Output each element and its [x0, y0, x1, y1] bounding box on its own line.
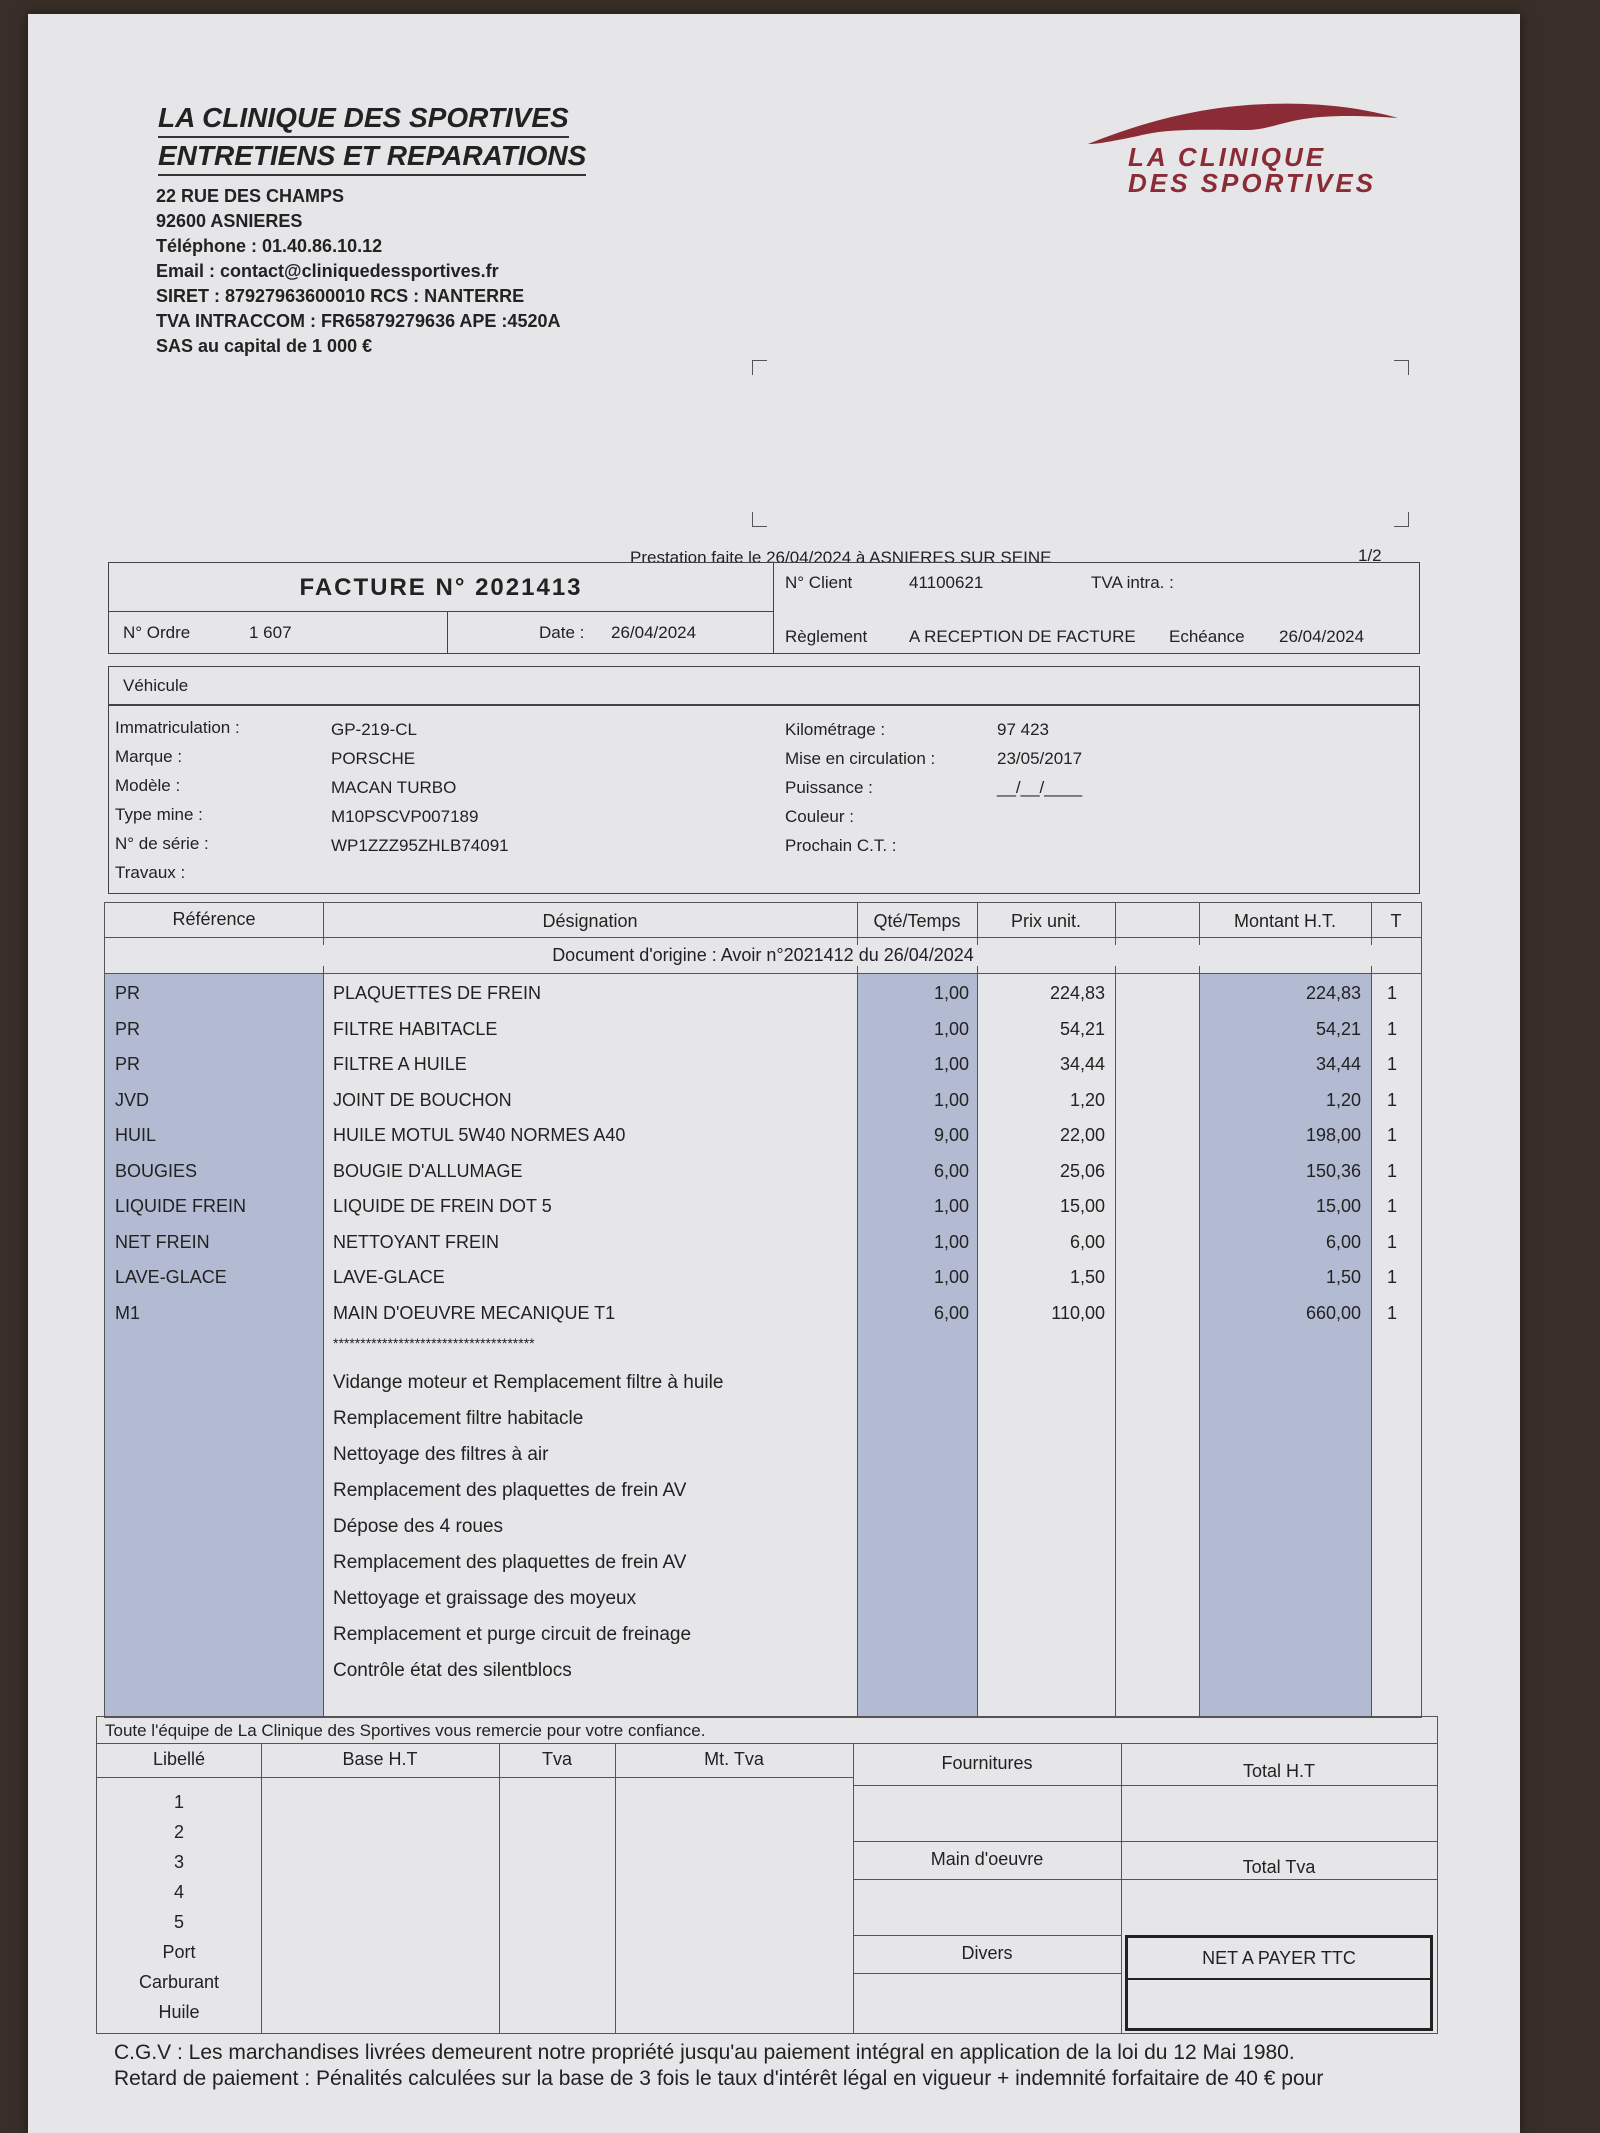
divider: [853, 1743, 854, 2033]
origin-document: Document d'origine : Avoir n°2021412 du 26/04/2024: [105, 945, 1421, 966]
row-amount: 1,50: [1325, 1267, 1361, 1287]
row-designation: FILTRE A HUILE: [333, 1054, 467, 1074]
marque-label: Marque :: [115, 747, 183, 766]
divider: [105, 973, 1421, 974]
libelle-item: Port: [162, 1942, 196, 1962]
items-table: [104, 902, 1422, 1718]
libelle-item: Carburant: [138, 1972, 220, 1992]
col-header-ref: Référence: [172, 909, 256, 929]
row-ref: BOUGIES: [115, 1160, 198, 1181]
row-designation: FILTRE HABITACLE: [333, 1018, 498, 1039]
row-amount: 34,44: [1315, 1054, 1361, 1074]
vehicle-right-values: [997, 715, 1082, 802]
row-ref: NET FREIN: [115, 1231, 210, 1252]
company-email: Email : contact@cliniquedessportives.fr: [156, 261, 499, 281]
row-price: 110,00: [1051, 1302, 1105, 1323]
type-mine-label: Type mine :: [115, 805, 203, 824]
row-ref: HUIL: [115, 1125, 157, 1145]
table-row: [105, 1224, 1421, 1260]
type-mine-value: M10PSCVP007189: [331, 807, 479, 826]
row-designation: JOINT DE BOUCHON: [333, 1089, 512, 1110]
vehicle-details: [108, 704, 1420, 894]
row-qty: 1,00: [933, 1267, 969, 1287]
row-ref: LAVE-GLACE: [115, 1267, 227, 1287]
row-t: 1: [1387, 1018, 1398, 1039]
row-t: 1: [1387, 1160, 1398, 1181]
prochain-ct-label: Prochain C.T. :: [785, 836, 897, 855]
row-amount: 6,00: [1325, 1231, 1361, 1252]
prestation-line: Prestation faite le 26/04/2024 à ASNIERES SUR SEINE: [630, 548, 1052, 567]
ordre-label: N° Ordre: [123, 623, 191, 642]
row-price: 22,00: [1059, 1125, 1105, 1145]
libelle-item: Huile: [158, 2002, 200, 2022]
mise-circulation-value: 23/05/2017: [997, 749, 1083, 768]
work-notes: [333, 1365, 723, 1689]
puissance-label: Puissance :: [785, 778, 873, 797]
reglement-value: A RECEPTION DE FACTURE: [909, 627, 1136, 646]
row-qty: 1,00: [933, 1196, 969, 1216]
note-line: Nettoyage et graissage des moyeux: [333, 1588, 637, 1609]
divider: [853, 1935, 1121, 1936]
net-a-payer-box: [1125, 1935, 1433, 2031]
row-t: 1: [1387, 1125, 1398, 1145]
row-amount: 54,21: [1315, 1018, 1361, 1039]
divider: [853, 1973, 1121, 1974]
company-name-line2: ENTRETIENS ET REPARATIONS: [158, 138, 586, 176]
row-amount: 224,83: [1305, 983, 1361, 1003]
row-qty: 9,00: [933, 1125, 969, 1145]
header-mt-tva: Mt. Tva: [704, 1749, 764, 1769]
cgv-line-1: C.G.V : Les marchandises livrées demeurent notre propriété jusqu'au paiement intégral en application de la loi du 12 Mai 1980.: [114, 2041, 1295, 2064]
divider: [447, 611, 449, 653]
divider: [615, 1743, 616, 2033]
marque-value: PORSCHE: [331, 749, 416, 768]
row-amount: 15,00: [1315, 1196, 1361, 1216]
immat-value: GP-219-CL: [331, 720, 417, 739]
row-price: 6,00: [1069, 1231, 1105, 1252]
ordre-number: 1 607: [249, 623, 292, 642]
divers-label: Divers: [961, 1943, 1013, 1963]
table-row: [105, 1259, 1421, 1295]
row-price: 15,00: [1059, 1196, 1105, 1216]
km-label: Kilométrage :: [785, 720, 886, 739]
company-address: 22 RUE DES CHAMPS: [156, 186, 345, 206]
row-t: 1: [1387, 1267, 1398, 1287]
row-designation: LIQUIDE DE FREIN DOT 5: [333, 1196, 552, 1216]
row-ref: PR: [115, 983, 141, 1003]
libelle-item: 2: [173, 1822, 184, 1842]
note-line: Remplacement et purge circuit de freinage: [333, 1624, 692, 1645]
prochain-ct-value: __/__/____: [997, 778, 1083, 797]
vehicle-left-values: [331, 715, 509, 860]
immat-label: Immatriculation :: [115, 718, 240, 737]
row-ref: PR: [115, 1054, 141, 1074]
row-designation: LAVE-GLACE: [333, 1267, 445, 1287]
divider: [1121, 1743, 1122, 2033]
vehicle-right-labels: [785, 715, 935, 860]
col-header-qty: Qté/Temps: [873, 911, 961, 931]
company-tva: TVA INTRACCOM : FR65879279636 APE :4520A: [156, 311, 561, 331]
row-qty: 1,00: [933, 1054, 969, 1074]
window-corner-bl: [752, 512, 767, 527]
libelle-item: 5: [173, 1912, 184, 1932]
totals-section: [96, 1716, 1438, 2034]
client-number: 41100621: [909, 573, 984, 592]
row-ref: JVD: [115, 1089, 150, 1110]
divider: [853, 1785, 1437, 1786]
item-rows: [105, 975, 1421, 1360]
vehicle-section-header: [108, 666, 1420, 706]
vehicle-left-labels: [115, 713, 240, 887]
row-ref: LIQUIDE FREIN: [115, 1196, 247, 1216]
travaux-label: Travaux :: [115, 863, 186, 882]
libelle-list: [97, 1787, 261, 2027]
row-ref: PR: [115, 1018, 141, 1039]
header-base-ht: Base H.T: [342, 1749, 418, 1769]
echeance-label: Echéance: [1169, 627, 1245, 646]
company-info: [156, 184, 560, 359]
row-price: 1,20: [1069, 1089, 1105, 1110]
window-corner-tr: [1394, 360, 1409, 375]
col-header-amount: Montant H.T.: [1233, 911, 1337, 931]
header-tva: Tva: [541, 1749, 572, 1769]
row-designation: PLAQUETTES DE FREIN: [333, 983, 542, 1003]
row-price: 224,83: [1049, 983, 1105, 1003]
row-amount: 198,00: [1305, 1125, 1361, 1145]
window-corner-br: [1394, 512, 1409, 527]
company-phone: Téléphone : 01.40.86.10.12: [156, 236, 383, 256]
invoice-header-box: [108, 562, 1420, 654]
row-t: 1: [1387, 983, 1398, 1003]
row-designation: MAIN D'OEUVRE MECANIQUE T1: [333, 1302, 616, 1323]
row-qty: 6,00: [933, 1302, 969, 1323]
col-header-t: T: [1390, 911, 1402, 931]
separator-row: [105, 1330, 1421, 1360]
thanks-message: Toute l'équipe de La Clinique des Sportives vous remercie pour votre confiance.: [105, 1721, 706, 1740]
company-city: 92600 ASNIERES: [156, 211, 303, 231]
km-value: 97 423: [997, 720, 1049, 739]
row-designation: NETTOYANT FREIN: [333, 1231, 500, 1252]
invoice-paper: [28, 14, 1520, 2133]
row-price: 25,06: [1059, 1160, 1105, 1181]
row-qty: 6,00: [933, 1160, 969, 1181]
note-line: Dépose des 4 roues: [333, 1516, 504, 1537]
row-amount: 150,36: [1305, 1160, 1361, 1181]
reglement-label: Règlement: [785, 627, 868, 646]
row-t: 1: [1387, 1302, 1398, 1323]
invoice-title: FACTURE N° 2021413: [109, 563, 774, 612]
row-qty: 1,00: [933, 1231, 969, 1252]
row-price: 54,21: [1059, 1018, 1105, 1039]
row-t: 1: [1387, 1089, 1398, 1110]
divider: [97, 1743, 1437, 1744]
table-row: [105, 1153, 1421, 1189]
row-qty: 1,00: [933, 1089, 969, 1110]
row-t: 1: [1387, 1054, 1398, 1074]
divider: [853, 1879, 1437, 1880]
main-oeuvre-label: Main d'oeuvre: [930, 1849, 1044, 1869]
header-total-ht: Total H.T: [1242, 1761, 1316, 1781]
net-a-payer-label: NET A PAYER TTC: [1128, 1938, 1430, 1980]
row-amount: 660,00: [1305, 1302, 1361, 1323]
note-line: Vidange moteur et Remplacement filtre à huile: [333, 1372, 724, 1393]
row-designation: HUILE MOTUL 5W40 NORMES A40: [333, 1125, 626, 1145]
row-price: 1,50: [1069, 1267, 1105, 1287]
mise-circulation-label: Mise en circulation :: [785, 749, 936, 768]
note-line: Remplacement des plaquettes de frein AV: [333, 1480, 687, 1501]
row-qty: 1,00: [933, 983, 969, 1003]
divider: [105, 937, 1421, 938]
libelle-item: 3: [173, 1852, 184, 1872]
date-value: 26/04/2024: [611, 623, 697, 642]
company-name-line1: LA CLINIQUE DES SPORTIVES: [158, 100, 569, 138]
table-row: [105, 975, 1421, 1011]
header-fournitures: Fournitures: [941, 1753, 1033, 1773]
separator-stars: *************************************: [333, 1335, 535, 1351]
row-t: 1: [1387, 1231, 1398, 1252]
note-line: Remplacement des plaquettes de frein AV: [333, 1552, 687, 1573]
table-row: [105, 1011, 1421, 1047]
company-name: [158, 100, 586, 176]
header-libelle: Libellé: [152, 1749, 206, 1769]
modele-value: MACAN TURBO: [331, 778, 457, 797]
libelle-item: 1: [173, 1792, 184, 1812]
note-line: Nettoyage des filtres à air: [333, 1444, 549, 1465]
col-header-price: Prix unit.: [1010, 911, 1082, 931]
divider: [97, 1777, 853, 1778]
company-logo: [1078, 94, 1418, 204]
row-qty: 1,00: [933, 1018, 969, 1039]
modele-label: Modèle :: [115, 776, 181, 795]
table-row: [105, 1082, 1421, 1118]
row-ref: M1: [115, 1302, 141, 1323]
divider: [773, 611, 775, 653]
row-price: 34,44: [1059, 1054, 1105, 1074]
row-designation: BOUGIE D'ALLUMAGE: [333, 1160, 523, 1181]
serie-value: WP1ZZZ95ZHLB74091: [331, 836, 509, 855]
divider: [853, 1841, 1437, 1842]
total-tva-label: Total Tva: [1242, 1857, 1316, 1877]
note-line: Contrôle état des silentblocs: [333, 1660, 572, 1681]
logo-text-2: DES SPORTIVES: [1128, 168, 1377, 198]
divider: [261, 1743, 262, 2033]
row-amount: 1,20: [1325, 1089, 1361, 1110]
col-header-designation: Désignation: [542, 911, 638, 931]
vehicle-section-title: Véhicule: [123, 676, 189, 695]
table-row: [105, 1117, 1421, 1153]
page-number: 1/2: [1358, 546, 1382, 565]
company-capital: SAS au capital de 1 000 €: [156, 336, 373, 356]
table-row: [105, 1188, 1421, 1224]
table-row: [105, 1046, 1421, 1082]
car-silhouette-icon: [1078, 94, 1418, 204]
note-line: Remplacement filtre habitacle: [333, 1408, 584, 1429]
tva-intra-label: TVA intra. :: [1091, 573, 1174, 592]
serie-label: N° de série :: [115, 834, 209, 853]
row-t: 1: [1387, 1196, 1398, 1216]
cgv-line-2: Retard de paiement : Pénalités calculées sur la base de 3 fois le taux d'intérêt légal en vigueur + indemnité forfaitaire de 40 € pour: [114, 2067, 1324, 2090]
echeance-value: 26/04/2024: [1279, 627, 1365, 646]
window-corner-tl: [752, 360, 767, 375]
cgv-text: [114, 2040, 1514, 2092]
client-label: N° Client: [785, 573, 853, 592]
company-siret: SIRET : 87927963600010 RCS : NANTERRE: [156, 286, 525, 306]
date-label: Date :: [539, 623, 585, 642]
table-row: [105, 1295, 1421, 1331]
couleur-label: Couleur :: [785, 807, 854, 826]
libelle-item: 4: [173, 1882, 184, 1902]
logo-text-1: LA CLINIQUE: [1128, 142, 1327, 172]
divider: [499, 1743, 500, 2033]
